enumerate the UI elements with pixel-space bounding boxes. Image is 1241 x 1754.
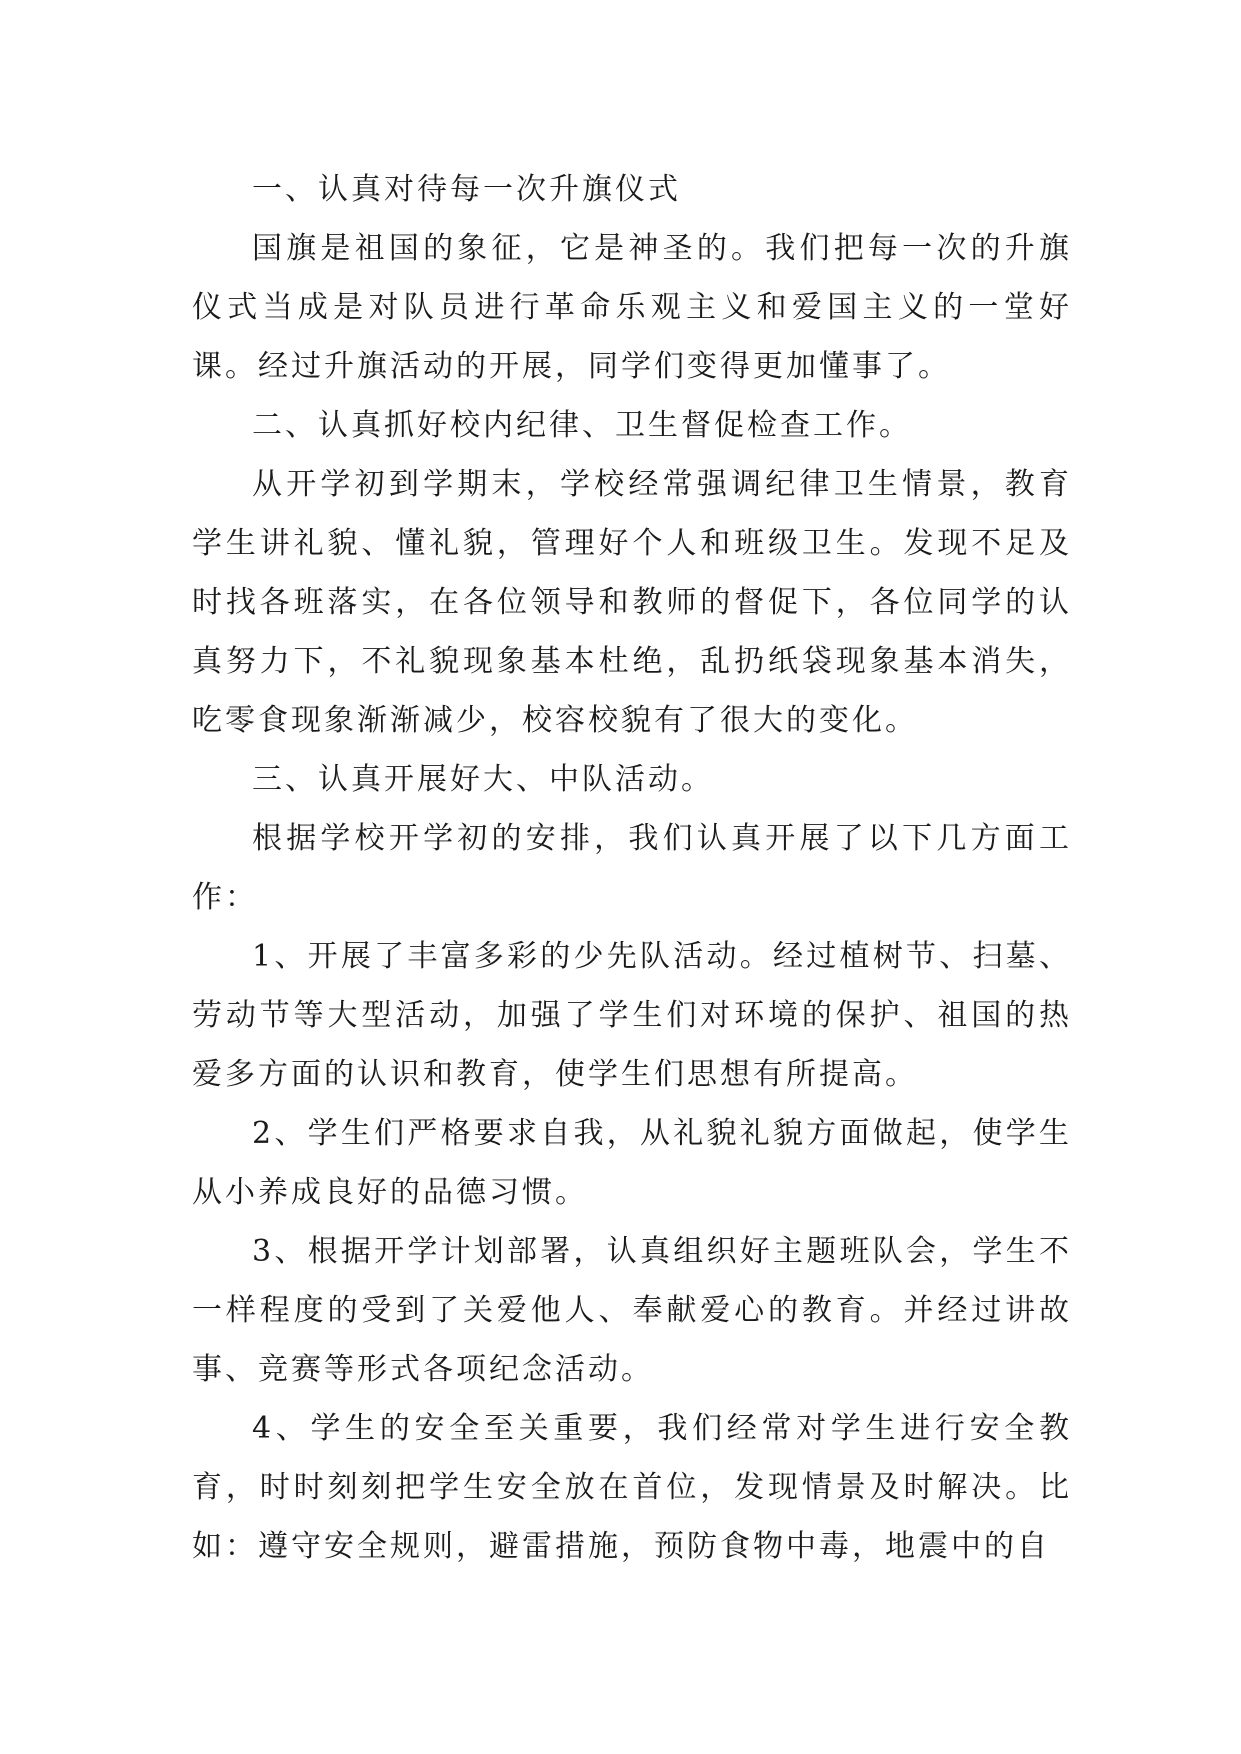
section-heading-1: 一、认真对待每一次升旗仪式	[252, 172, 681, 207]
section-heading-2: 二、认真抓好校内纪律、卫生督促检查工作。	[252, 408, 912, 443]
list-item-3: 3、根据开学计划部署，认真组织好主题班队会，学生不一样程度的受到了关爱他人、奉献爱心的教育。并经过讲故事、竞赛等形式各项纪念活动。	[192, 1234, 1072, 1387]
paragraph-discipline: 从开学初到学期末，学校经常强调纪律卫生情景，教育学生讲礼貌、懂礼貌，管理好个人和班级卫生。发现不足及时找各班落实，在各位领导和教师的督促下，各位同学的认真努力下，不礼貌现象基本杜绝，乱扔纸袋现象基本消失，吃零食现象渐渐减少，校容校貌有了很大的变化。	[192, 467, 1072, 738]
section-heading-3: 三、认真开展好大、中队活动。	[252, 762, 714, 797]
document-body	[192, 160, 1072, 1576]
paragraph-flag-ceremony: 国旗是祖国的象征，它是神圣的。我们把每一次的升旗仪式当成是对队员进行革命乐观主义和爱国主义的一堂好课。经过升旗活动的开展，同学们变得更加懂事了。	[192, 231, 1072, 384]
list-item-4: 4、学生的安全至关重要，我们经常对学生进行安全教育，时时刻刻把学生安全放在首位，发现情景及时解决。比如：遵守安全规则，避雷措施，预防食物中毒，地震中的自	[192, 1411, 1072, 1564]
list-item-1: 1、开展了丰富多彩的少先队活动。经过植树节、扫墓、劳动节等大型活动，加强了学生们对环境的保护、祖国的热爱多方面的认识和教育，使学生们思想有所提高。	[192, 939, 1072, 1092]
list-item-2: 2、学生们严格要求自我，从礼貌礼貌方面做起，使学生从小养成良好的品德习惯。	[192, 1116, 1072, 1210]
paragraph-activities-intro: 根据学校开学初的安排，我们认真开展了以下几方面工作：	[192, 821, 1072, 915]
